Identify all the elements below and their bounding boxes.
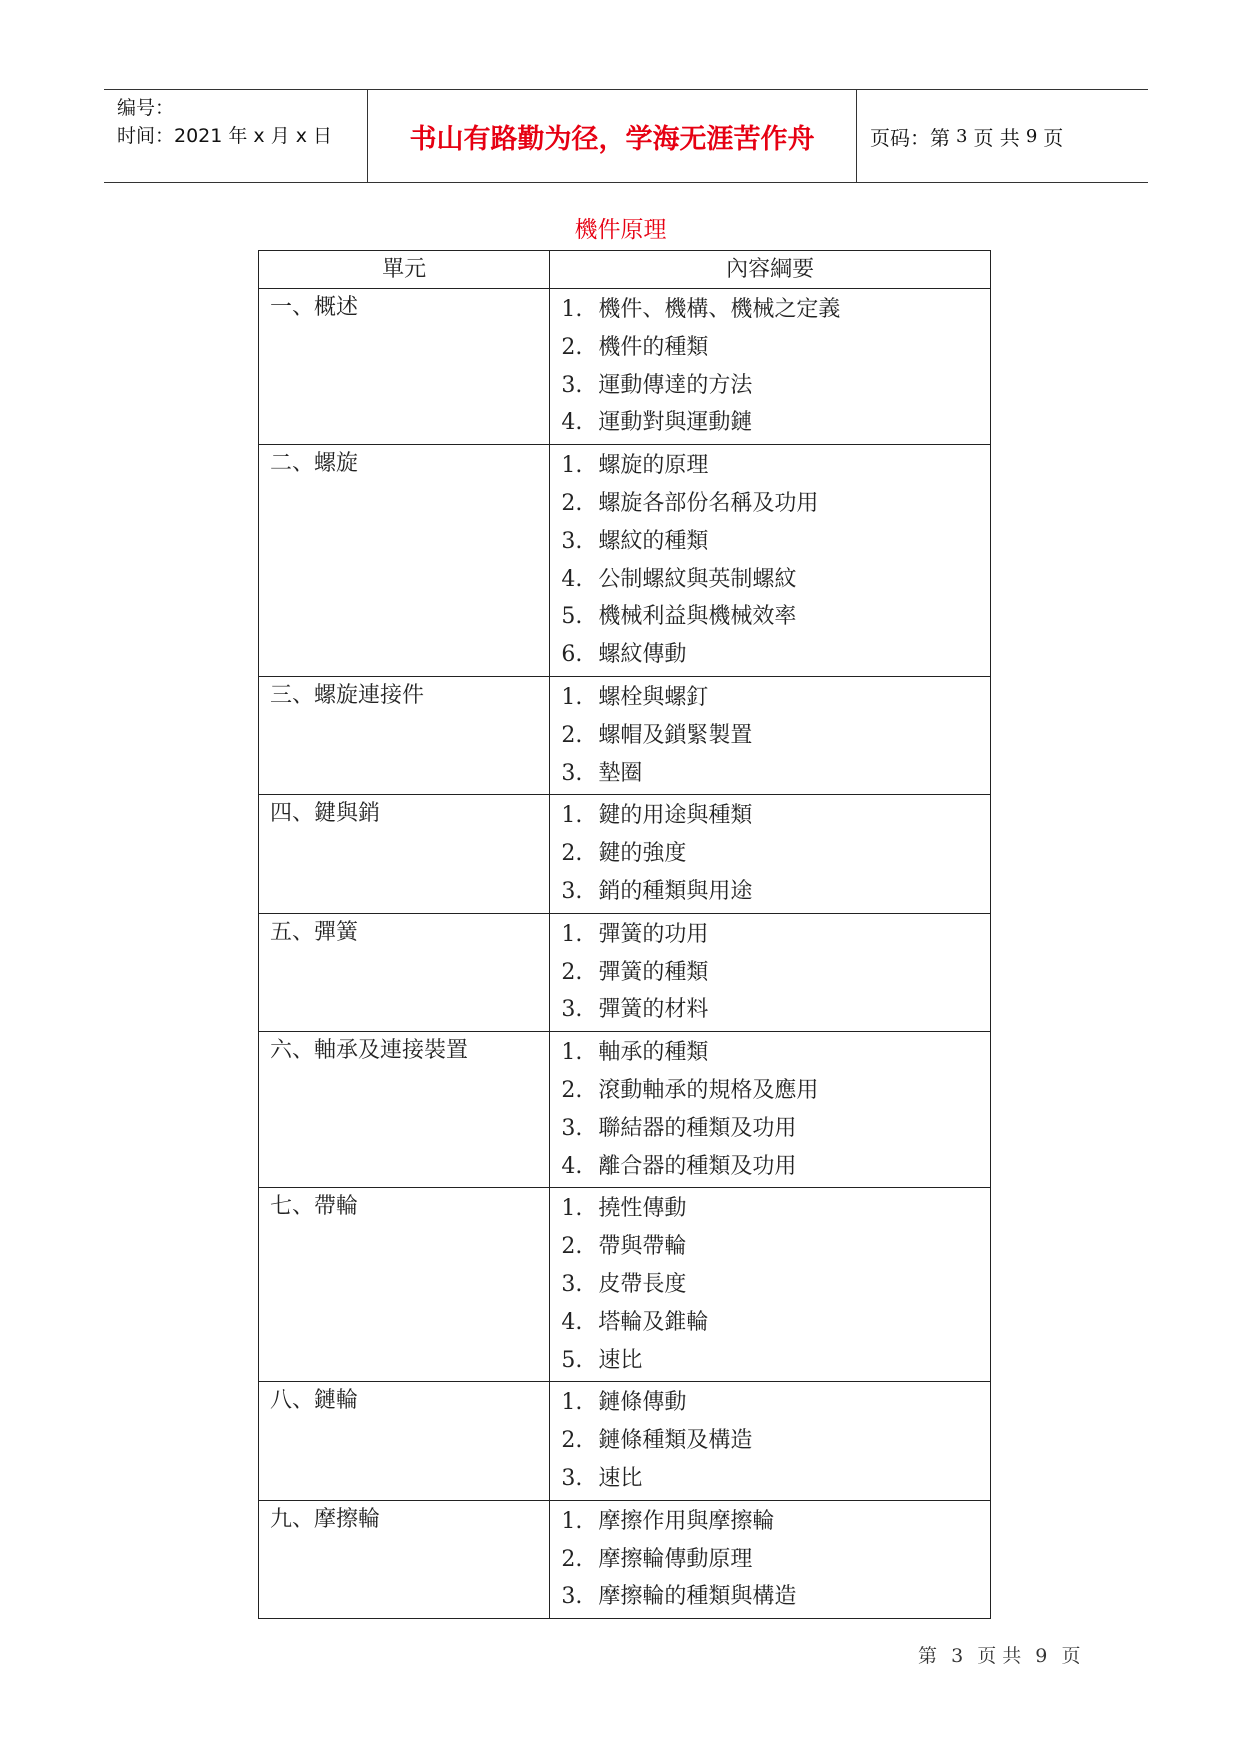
item-text: 塔輪及錐輪 [598, 1309, 709, 1335]
table-row [259, 1188, 991, 1382]
table-row [259, 795, 991, 913]
unit-cell [259, 676, 550, 794]
list-item [561, 1034, 990, 1072]
item-text: 鍵的用途與種類 [598, 803, 753, 829]
document-title: 機件原理 [574, 217, 667, 243]
item-text: 墊圈 [598, 760, 643, 786]
list-item [561, 447, 990, 485]
item-text: 螺栓與螺釘 [598, 684, 709, 710]
list-item [561, 679, 990, 717]
item-text: 公制螺紋與英制螺紋 [598, 566, 797, 592]
item-text: 鏈條傳動 [598, 1390, 687, 1416]
item-number: 3. [561, 1115, 583, 1141]
item-text: 摩擦輪傳動原理 [598, 1546, 753, 1572]
list-item [561, 1541, 990, 1579]
list-item [561, 1460, 990, 1498]
outline-cell [550, 1500, 991, 1618]
footer-prefix: 第 [918, 1645, 938, 1667]
unit-label: 五、彈簧 [270, 919, 359, 945]
item-number: 1. [561, 1390, 583, 1416]
item-text: 摩擦作用與摩擦輪 [598, 1508, 775, 1534]
item-text: 聯結器的種類及功用 [598, 1115, 797, 1141]
item-number: 2. [561, 334, 583, 360]
page-current: 3 [956, 125, 968, 147]
item-number: 4. [561, 410, 583, 436]
unit-cell [259, 1188, 550, 1382]
item-number: 5. [561, 1347, 583, 1373]
item-text: 銷的種類與用途 [598, 878, 753, 904]
footer-total: 9 [1035, 1645, 1048, 1667]
footer-mid: 页 共 [977, 1645, 1022, 1667]
list-item [561, 873, 990, 911]
unit-label: 三、螺旋連接件 [270, 682, 425, 708]
outline-list [550, 914, 990, 1031]
item-number: 2. [561, 1428, 583, 1454]
unit-label: 四、鍵與銷 [270, 801, 381, 827]
item-text: 滾動軸承的規格及應用 [598, 1077, 819, 1103]
item-text: 皮帶長度 [598, 1271, 687, 1297]
item-text: 螺紋傳動 [598, 642, 687, 668]
unit-label: 七、帶輪 [270, 1194, 359, 1220]
outline-list [550, 445, 990, 676]
item-text: 鍵的強度 [598, 841, 687, 867]
table-row [259, 1500, 991, 1618]
unit-label: 一、概述 [270, 295, 359, 320]
number-label: 编号： [117, 97, 175, 119]
outline-list [550, 795, 990, 912]
item-number: 1. [561, 1196, 583, 1222]
list-item [561, 1148, 990, 1186]
list-item [561, 1304, 990, 1342]
list-item [561, 1384, 990, 1422]
unit-label: 六、軸承及連接裝置 [270, 1038, 469, 1064]
item-text: 螺旋的原理 [598, 453, 709, 479]
item-number: 1. [561, 1040, 583, 1066]
list-item [561, 329, 990, 367]
unit-cell [259, 1032, 550, 1188]
outline-list [550, 289, 990, 444]
list-item [561, 1578, 990, 1616]
item-text: 彈簧的種類 [598, 959, 709, 985]
header-motto: 书山有路勤为径，学海无涯苦作舟 [409, 123, 815, 155]
outline-cell [550, 913, 991, 1031]
item-number: 3. [561, 997, 583, 1023]
unit-cell [259, 1500, 550, 1618]
item-text: 鏈條種類及構造 [598, 1428, 753, 1454]
item-number: 2. [561, 841, 583, 867]
item-number: 2. [561, 959, 583, 985]
outline-list [550, 1032, 990, 1187]
outline-list [550, 1382, 990, 1499]
list-item [561, 755, 990, 793]
time-label: 时间：2021 年 x 月 x 日 [117, 125, 333, 147]
unit-cell [259, 289, 550, 445]
unit-cell [259, 913, 550, 1031]
list-item [561, 404, 990, 442]
footer-suffix: 页 [1061, 1645, 1081, 1667]
item-text: 螺紋的種類 [598, 528, 709, 554]
item-number: 2. [561, 490, 583, 516]
list-item [561, 1190, 990, 1228]
item-text: 速比 [598, 1347, 643, 1373]
list-item [561, 636, 990, 674]
table-row [259, 445, 991, 677]
outline-cell [550, 445, 991, 677]
unit-label: 二、螺旋 [270, 451, 359, 477]
unit-cell [259, 795, 550, 913]
list-item [561, 954, 990, 992]
list-item [561, 797, 990, 835]
unit-cell [259, 445, 550, 677]
item-number: 1. [561, 921, 583, 947]
item-text: 軸承的種類 [598, 1040, 709, 1066]
list-item [561, 1342, 990, 1380]
table-row [259, 1382, 991, 1500]
list-item [561, 1503, 990, 1541]
item-number: 3. [561, 1584, 583, 1610]
table-row [259, 676, 991, 794]
list-item [561, 485, 990, 523]
item-text: 摩擦輪的種類與構造 [598, 1584, 797, 1610]
item-text: 機件、機構、機械之定義 [598, 297, 841, 322]
unit-cell [259, 1382, 550, 1500]
list-item [561, 367, 990, 405]
item-text: 彈簧的材料 [598, 997, 709, 1023]
list-item [561, 991, 990, 1029]
list-item [561, 1110, 990, 1148]
list-item [561, 523, 990, 561]
table-row [259, 1032, 991, 1188]
outline-cell [550, 1188, 991, 1382]
item-number: 1. [561, 803, 583, 829]
outline-list [550, 1188, 990, 1381]
page-prefix: 页码：第 [870, 125, 950, 150]
header-meta [117, 94, 362, 150]
list-item [561, 1422, 990, 1460]
item-number: 4. [561, 566, 583, 592]
list-item [561, 916, 990, 954]
header-divider [856, 90, 857, 182]
outline-cell [550, 1032, 991, 1188]
item-number: 2. [561, 722, 583, 748]
item-text: 機件的種類 [598, 334, 709, 360]
item-text: 螺帽及鎖緊製置 [598, 722, 753, 748]
item-number: 3. [561, 878, 583, 904]
item-number: 2. [561, 1077, 583, 1103]
item-text: 撓性傳動 [598, 1196, 687, 1222]
page-footer [914, 1641, 1084, 1668]
item-number: 6. [561, 642, 583, 668]
header-page-indicator [870, 90, 1063, 182]
item-text: 速比 [598, 1465, 643, 1491]
table-row [259, 289, 991, 445]
item-text: 機械利益與機械效率 [598, 604, 797, 630]
footer-current: 3 [951, 1645, 964, 1667]
item-text: 螺旋各部份名稱及功用 [598, 490, 819, 516]
list-item [561, 1072, 990, 1110]
item-text: 運動對與運動鏈 [598, 410, 753, 436]
syllabus-table [258, 250, 991, 1619]
item-text: 彈簧的功用 [598, 921, 709, 947]
unit-label: 九、摩擦輪 [270, 1506, 381, 1532]
list-item [561, 561, 990, 599]
item-number: 2. [561, 1234, 583, 1260]
outline-list [550, 1501, 990, 1618]
list-item [561, 1228, 990, 1266]
page-total: 9 [1025, 125, 1038, 147]
item-number: 1. [561, 684, 583, 710]
list-item [561, 291, 990, 329]
list-item [561, 717, 990, 755]
item-number: 3. [561, 1465, 583, 1491]
outline-cell [550, 795, 991, 913]
outline-cell [550, 289, 991, 445]
column-header-outline: 內容綱要 [550, 251, 991, 289]
column-header-unit: 單元 [259, 251, 550, 289]
outline-list [550, 677, 990, 794]
outline-cell [550, 676, 991, 794]
outline-cell [550, 1382, 991, 1500]
item-number: 1. [561, 297, 583, 322]
item-text: 離合器的種類及功用 [598, 1153, 797, 1179]
item-number: 3. [561, 760, 583, 786]
item-number: 5. [561, 604, 583, 630]
item-number: 4. [561, 1153, 583, 1179]
list-item [561, 835, 990, 873]
item-number: 4. [561, 1309, 583, 1335]
list-item [561, 598, 990, 636]
document-header [104, 89, 1148, 183]
item-number: 3. [561, 372, 583, 398]
page-suffix: 页 [1043, 125, 1064, 150]
item-number: 3. [561, 528, 583, 554]
unit-label: 八、鏈輪 [270, 1388, 359, 1414]
item-text: 運動傳達的方法 [598, 372, 753, 398]
item-number: 2. [561, 1546, 583, 1572]
item-number: 1. [561, 453, 583, 479]
table-header-row [259, 251, 991, 289]
item-text: 帶與帶輪 [598, 1234, 687, 1260]
page-mid: 页 共 [973, 125, 1020, 150]
table-row [259, 913, 991, 1031]
item-number: 1. [561, 1508, 583, 1534]
item-number: 3. [561, 1271, 583, 1297]
list-item [561, 1266, 990, 1304]
